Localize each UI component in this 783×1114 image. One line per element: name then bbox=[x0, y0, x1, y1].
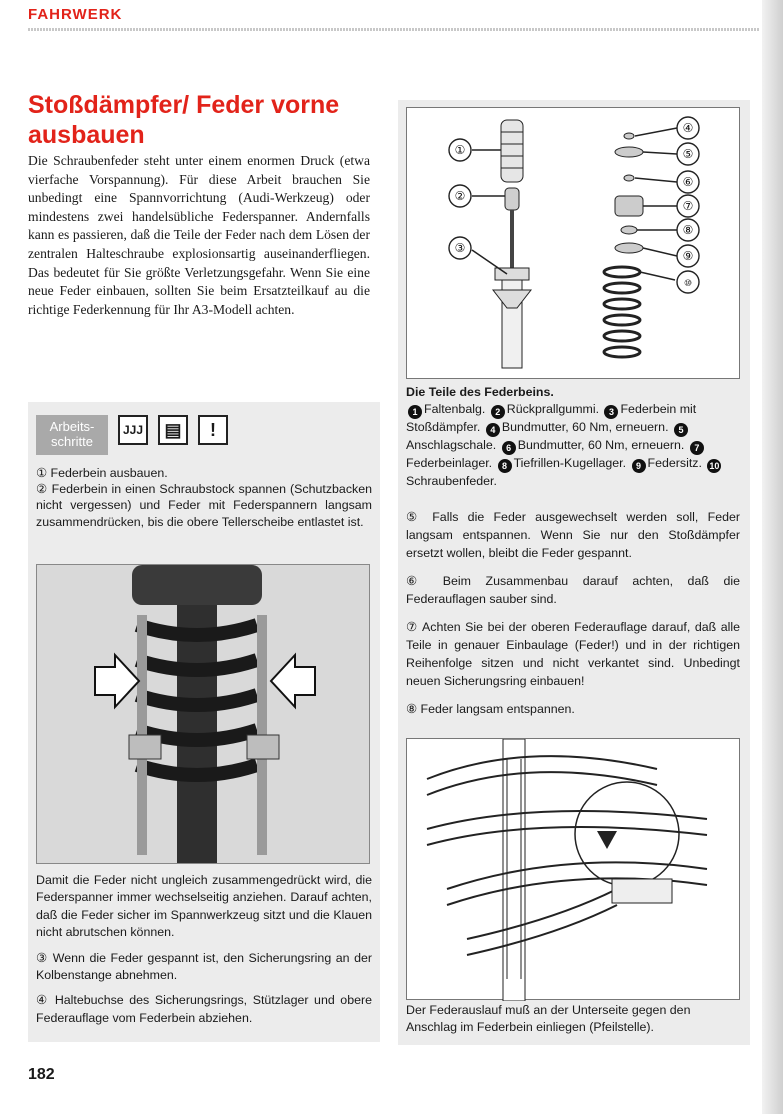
part-number-3: 3 bbox=[604, 405, 618, 419]
diagram-label-7: ⑦ bbox=[682, 199, 694, 213]
part-number-10: 10 bbox=[709, 461, 720, 472]
wrench-set-icon: JJJ bbox=[118, 415, 148, 445]
header-rule bbox=[28, 28, 760, 31]
step-2: ② Federbein in einen Schraubstock spannen (Schutzbacken nicht vergessen) und Feder mit Federspannern langsam zusammendrücken, bis die obere Tellerscheibe entlastet ist. bbox=[36, 482, 372, 529]
part-text-3: Federbein mit Stoßdämpfer. bbox=[406, 402, 697, 435]
spring-end-illustration bbox=[407, 739, 741, 1001]
strut-parts-diagram bbox=[406, 107, 740, 379]
assembly-notes bbox=[406, 508, 740, 728]
part-text-6: Bundmutter, 60 Nm, erneuern. bbox=[517, 438, 685, 453]
part-number-8: 8 bbox=[498, 459, 512, 473]
part-text-10: Schraubenfeder. bbox=[406, 474, 497, 489]
part-text-5: Anschlagschale. bbox=[406, 438, 497, 453]
step-6: ⑥ Beim Zusammenbau darauf achten, daß die Federauflagen sauber sind. bbox=[406, 574, 740, 606]
work-steps bbox=[36, 465, 372, 530]
intro-paragraph: Die Schraubenfeder steht unter einem enormen Druck (etwa vierfache Vorspannung). Für diese Arbeit brauchen Sie unbedingt eine Spannvorrichtung (Audi-Werkzeug) oder mindestens zwei handelsübliche Federspanner. Andernfalls kann es passieren, daß die Teile der Feder nach dem Lösen der zentralen Halteschraube explosionsartig auseinanderfliegen. Das bedeutet für Sie größte Verletzungsgefahr. Wenn Sie eine neue Feder einbauen, sollten Sie beim Ersatzteilkauf au die richtige Federkennung für Ihr A3-Modell achten. bbox=[28, 153, 370, 317]
part-number-4: 4 bbox=[486, 423, 500, 437]
diagram-label-6: ⑥ bbox=[682, 175, 694, 189]
diagram-label-3: ③ bbox=[454, 241, 466, 255]
diagram-label-8: ⑧ bbox=[682, 223, 694, 237]
part-number-7: 7 bbox=[690, 441, 704, 455]
right-caption: Der Federauslauf muß an der Unterseite gegen den Anschlag im Federbein einliegen (Pfeilstelle). bbox=[406, 1003, 691, 1035]
step-8: ⑧ Feder langsam entspannen. bbox=[406, 702, 575, 716]
step-7: ⑦ Achten Sie bei der oberen Federauflage darauf, daß alle Teile in genauer Einbaulage (Feder!) und in der richtigen Reihenfolge sitzen und nicht verkantet sind. Unbedingt neuen Sicherungsring einbauen! bbox=[406, 620, 740, 688]
work-steps-label-2: schritte bbox=[51, 434, 93, 449]
part-text-2: Rückprallgummi. bbox=[506, 402, 600, 417]
part-number-2: 2 bbox=[491, 405, 505, 419]
spring-compressor-illustration bbox=[37, 565, 370, 864]
spring-compressor-photo bbox=[36, 564, 370, 864]
part-text-9: Federsitz. bbox=[647, 456, 702, 471]
page-edge-shadow bbox=[762, 0, 783, 1114]
work-steps-label-1: Arbeits- bbox=[49, 419, 95, 434]
parts-title: Die Teile des Federbeins. bbox=[406, 385, 554, 399]
diagram-label-10: ⑩ bbox=[683, 279, 693, 289]
step-1: ① Federbein ausbauen. bbox=[36, 466, 168, 480]
part-number-9: 9 bbox=[632, 459, 646, 473]
part-text-7: Federbeinlager. bbox=[406, 456, 493, 471]
work-steps-badge bbox=[36, 415, 108, 455]
step-3: ③ Wenn die Feder gespannt ist, den Sicherungsring an der Kolbenstange abnehmen. bbox=[36, 950, 372, 983]
diagram-label-2: ② bbox=[454, 189, 466, 203]
page-number: 182 bbox=[28, 1066, 55, 1083]
diagram-label-4: ④ bbox=[682, 121, 694, 135]
exploded-strut-illustration bbox=[407, 108, 741, 380]
parts-legend bbox=[406, 384, 740, 491]
part-number-6: 6 bbox=[502, 441, 516, 455]
part-text-4: Bundmutter, 60 Nm, erneuern. bbox=[501, 420, 669, 435]
part-number-1: 1 bbox=[408, 405, 422, 419]
step-4: ④ Haltebuchse des Sicherungsrings, Stützlager und obere Federauflage vom Federbein abziehen. bbox=[36, 993, 372, 1025]
tool-box-icon: ▤ bbox=[158, 415, 188, 445]
spring-seat-drawing bbox=[406, 738, 740, 1000]
warning-icon: ! bbox=[198, 415, 228, 445]
diagram-label-1: ① bbox=[454, 143, 466, 157]
part-text-1: Faltenbalg. bbox=[424, 402, 486, 417]
section-header: FAHRWERK bbox=[28, 6, 123, 23]
page-title: Stoßdämpfer/ Feder vorne ausbauen bbox=[28, 91, 340, 149]
diagram-label-5: ⑤ bbox=[682, 147, 694, 161]
caption-paragraph: Damit die Feder nicht ungleich zusammengedrückt wird, die Federspanner immer wechselseitig anziehen. Darauf achten, daß die Feder sicher im Spannwerkzeug sitzt und die Klauen nicht abrutschen können. bbox=[36, 873, 372, 940]
left-caption bbox=[36, 872, 372, 1035]
part-text-8: Tiefrillen-Kugellager. bbox=[513, 456, 627, 471]
part-number-5: 5 bbox=[674, 423, 688, 437]
diagram-label-9: ⑨ bbox=[682, 249, 694, 263]
step-5: ⑤ Falls die Feder ausgewechselt werden soll, Feder langsam entspannen. Wenn Sie nur den Stoßdämpfer ersetzt wollen, bleibt die Feder gespannt. bbox=[406, 510, 740, 560]
